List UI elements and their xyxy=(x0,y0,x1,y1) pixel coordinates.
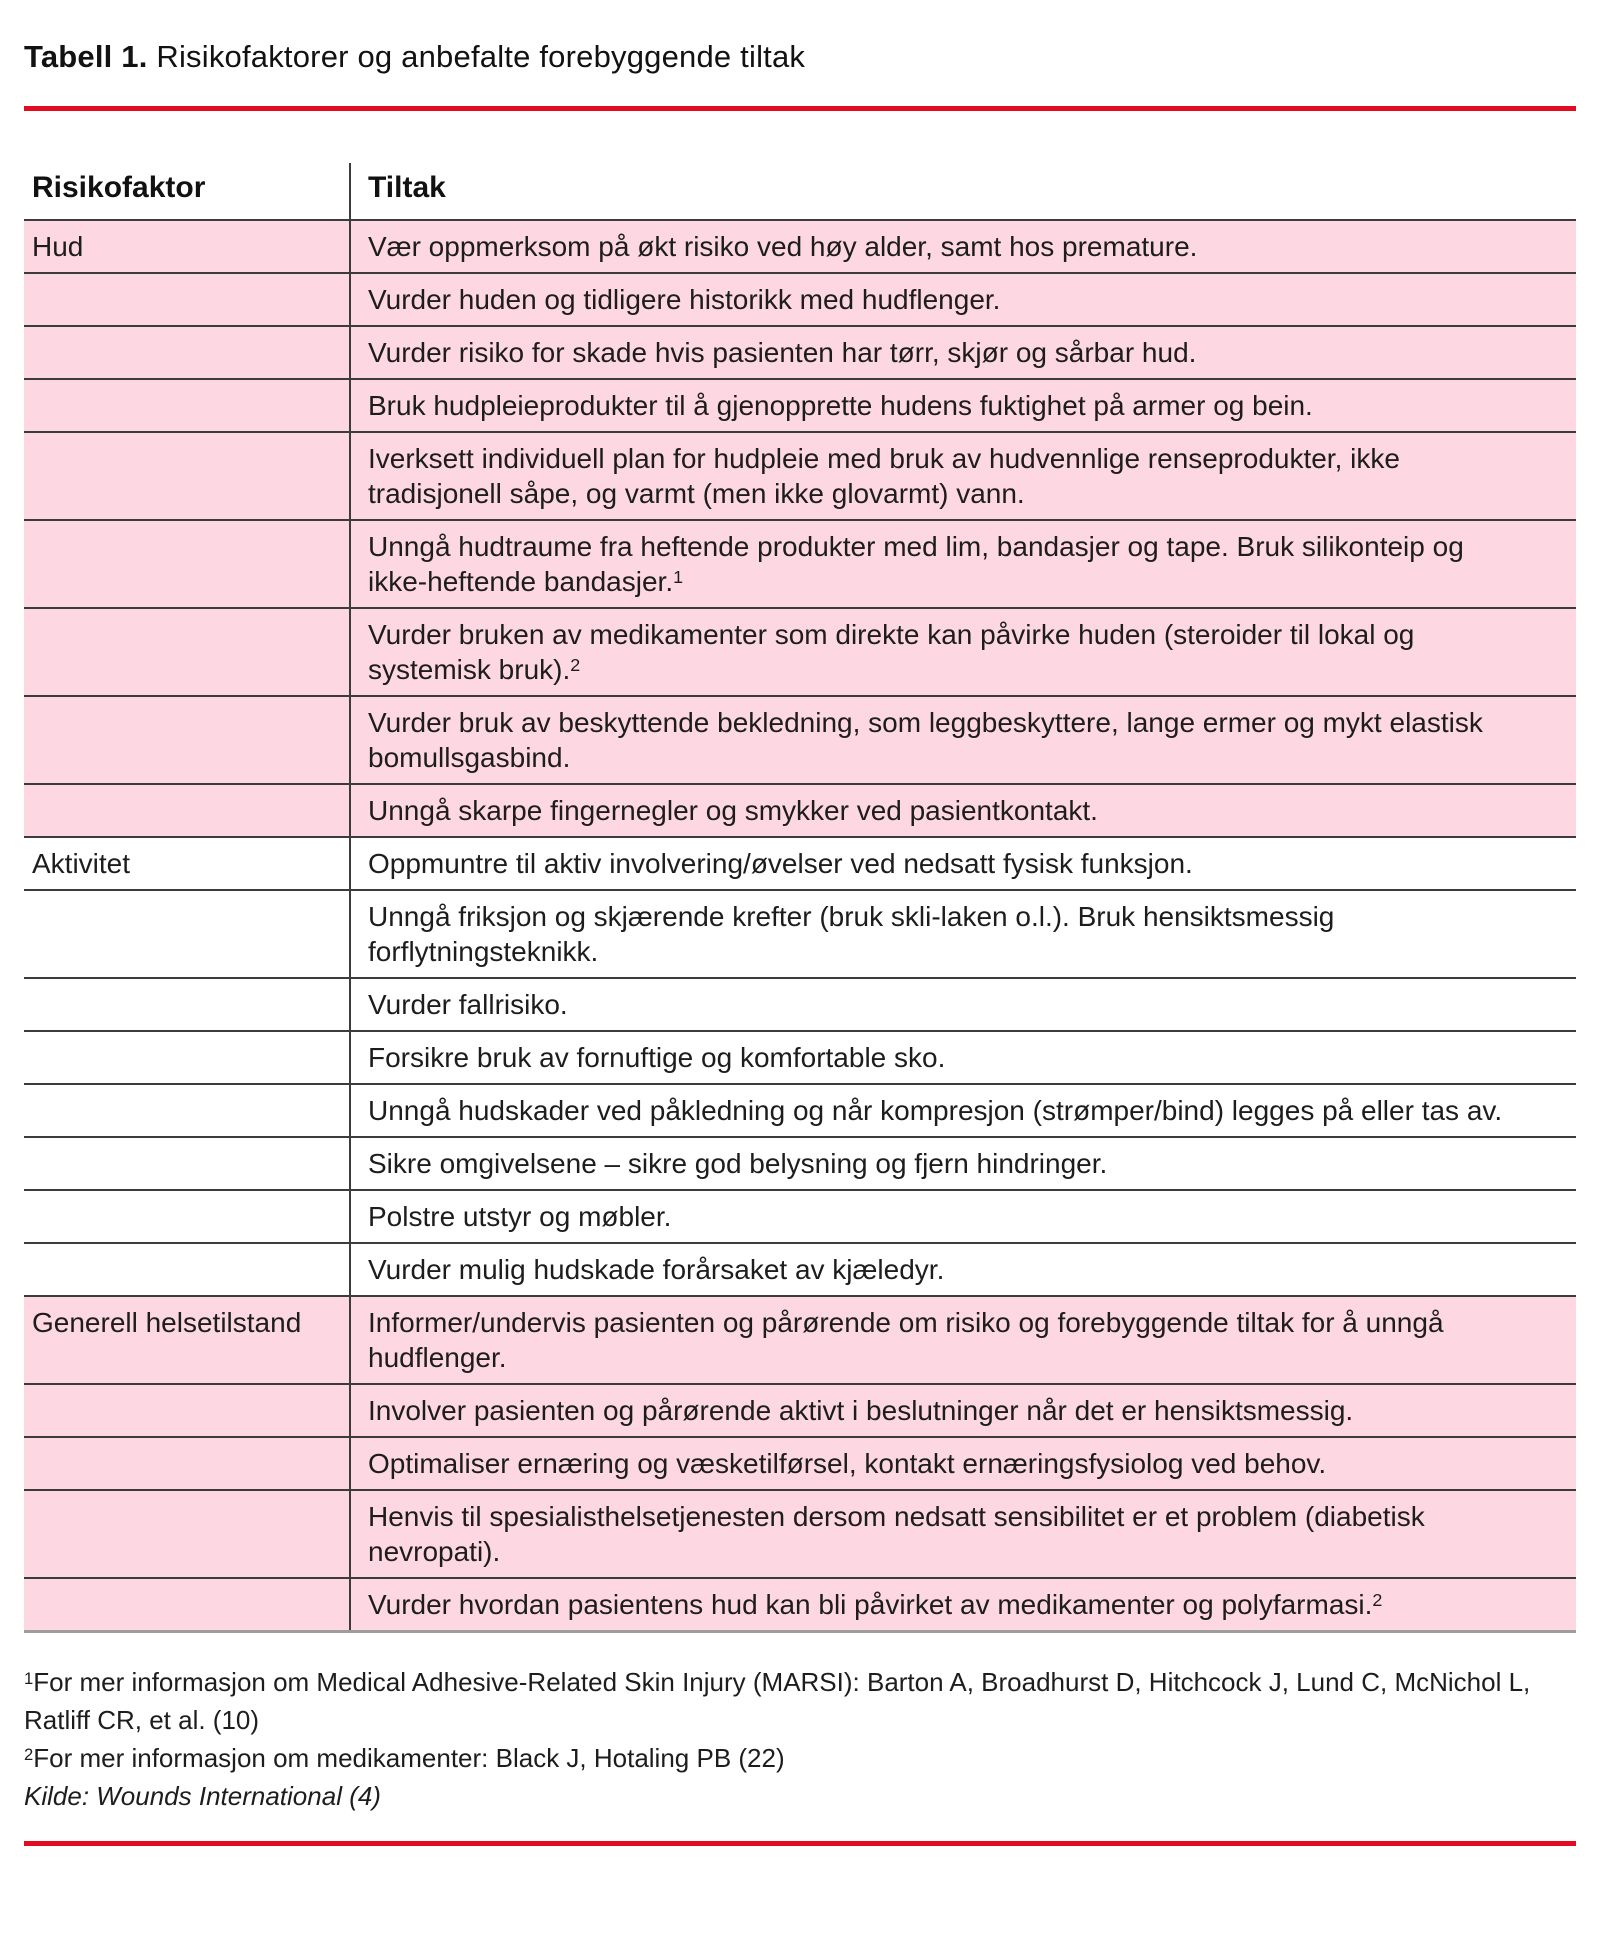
table-row xyxy=(24,379,1576,432)
measure-cell: Bruk hudpleieprodukter til å gjenopprette hudens fuktighet på armer og bein. xyxy=(350,379,1576,432)
risk-factor-cell xyxy=(24,1137,350,1190)
table-row xyxy=(24,608,1576,696)
footnotes xyxy=(24,1663,1576,1815)
table-row xyxy=(24,1578,1576,1632)
risk-factor-cell xyxy=(24,890,350,978)
table-row xyxy=(24,978,1576,1031)
table-title xyxy=(24,0,1576,76)
risk-factor-cell xyxy=(24,1084,350,1137)
risk-factor-cell xyxy=(24,1190,350,1243)
measure-cell: Unngå friksjon og skjærende krefter (bruk skli-laken o.l.). Bruk hensiktsmessig forflytningsteknikk. xyxy=(350,890,1576,978)
column-header-tiltak: Tiltak xyxy=(350,163,1576,220)
risk-factor-cell: Hud xyxy=(32,231,84,262)
table-row xyxy=(24,1084,1576,1137)
risk-factor-table xyxy=(24,163,1576,1633)
measure-cell: Vurder fallrisiko. xyxy=(350,978,1576,1031)
measure-cell: Iverksett individuell plan for hudpleie med bruk av hudvennlige renseprodukter, ikke tradisjonell såpe, og varmt (men ikke glovarmt) vann. xyxy=(350,432,1576,520)
table-row xyxy=(24,1490,1576,1578)
measure-cell: Vurder bruk av beskyttende bekledning, som leggbeskyttere, lange ermer og mykt elastisk bomullsgasbind. xyxy=(350,696,1576,784)
table-title-text: Risikofaktorer og anbefalte forebyggende tiltak xyxy=(156,39,806,74)
footnote-item: $^2$For mer informasjon om medikamenter: Black J, Hotaling PB (22) xyxy=(24,1743,785,1773)
measure-cell: Forsikre bruk av fornuftige og komfortable sko. xyxy=(350,1031,1576,1084)
table-row xyxy=(24,432,1576,520)
table-row xyxy=(24,784,1576,837)
risk-factor-cell xyxy=(24,784,350,837)
footnote-list xyxy=(24,1663,1576,1777)
footnote-ref: 1 xyxy=(673,566,684,587)
measure-cell: Polstre utstyr og møbler. xyxy=(350,1190,1576,1243)
measure-cell: Vurder huden og tidligere historikk med hudflenger. xyxy=(350,273,1576,326)
measure-cell: Vurder risiko for skade hvis pasienten har tørr, skjør og sårbar hud. xyxy=(350,326,1576,379)
bottom-red-rule xyxy=(24,1841,1576,1846)
top-red-rule xyxy=(24,106,1576,111)
risk-factor-cell xyxy=(24,1384,350,1437)
risk-factor-cell: Aktivitet xyxy=(32,848,131,879)
risk-factor-cell xyxy=(24,520,350,608)
measure-cell: Sikre omgivelsene – sikre god belysning og fjern hindringer. xyxy=(350,1137,1576,1190)
table-row xyxy=(24,520,1576,608)
table-row xyxy=(24,837,1576,890)
footnote-item: $^1$For mer informasjon om Medical Adhesive-Related Skin Injury (MARSI): Barton A, Broadhurst D, Hitchcock J, Lund C, McNichol L, Ratliff CR, et al. (10) xyxy=(24,1667,1531,1735)
table-row xyxy=(24,1190,1576,1243)
column-header-risikofaktor: Risikofaktor xyxy=(32,171,206,204)
measure-cell: Involver pasienten og pårørende aktivt i beslutninger når det er hensiktsmessig. xyxy=(350,1384,1576,1437)
table-row xyxy=(24,273,1576,326)
footnote-ref: 2 xyxy=(1372,1589,1383,1610)
source-line: Kilde: Wounds International (4) xyxy=(24,1781,381,1811)
footnote-ref: 1 xyxy=(24,1668,34,1688)
table-title-label: Tabell 1. xyxy=(24,39,148,74)
risk-factor-cell: Generell helsetilstand xyxy=(32,1307,302,1338)
measure-cell: Unngå skarpe fingernegler og smykker ved pasientkontakt. xyxy=(350,784,1576,837)
measure-cell: Vær oppmerksom på økt risiko ved høy alder, samt hos premature. xyxy=(350,220,1576,273)
table-row xyxy=(24,1296,1576,1384)
risk-factor-cell xyxy=(24,1578,350,1632)
table-row xyxy=(24,220,1576,273)
risk-factor-cell xyxy=(24,1490,350,1578)
risk-factor-cell xyxy=(24,432,350,520)
table-header xyxy=(24,163,1576,220)
risk-factor-cell xyxy=(24,608,350,696)
measure-cell: Optimaliser ernæring og væsketilførsel, kontakt ernæringsfysiolog ved behov. xyxy=(350,1437,1576,1490)
table-row xyxy=(24,326,1576,379)
risk-factor-cell xyxy=(24,1437,350,1490)
risk-factor-cell xyxy=(24,273,350,326)
table-row xyxy=(24,890,1576,978)
risk-factor-cell xyxy=(24,1243,350,1296)
table-row xyxy=(24,1031,1576,1084)
footnote-ref: 2 xyxy=(24,1744,34,1764)
risk-factor-cell xyxy=(24,379,350,432)
risk-factor-cell xyxy=(24,978,350,1031)
table-row xyxy=(24,1437,1576,1490)
table-body xyxy=(24,220,1576,1632)
table-row xyxy=(24,696,1576,784)
measure-cell: Vurder bruken av medikamenter som direkte kan påvirke huden (steroider til lokal og systemisk bruk).$^2$ xyxy=(350,608,1576,696)
measure-cell: Unngå hudskader ved påkledning og når kompresjon (strømper/bind) legges på eller tas av. xyxy=(350,1084,1576,1137)
risk-factor-cell xyxy=(24,696,350,784)
table-row xyxy=(24,1384,1576,1437)
header-row xyxy=(24,163,1576,220)
risk-factor-cell xyxy=(24,1031,350,1084)
measure-cell: Vurder mulig hudskade forårsaket av kjæledyr. xyxy=(350,1243,1576,1296)
measure-cell: Unngå hudtraume fra heftende produkter med lim, bandasjer og tape. Bruk silikonteip og ikke-heftende bandasjer.$^1$ xyxy=(350,520,1576,608)
measure-cell: Informer/undervis pasienten og pårørende om risiko og forebyggende tiltak for å unngå hudflenger. xyxy=(350,1296,1576,1384)
measure-cell: Oppmuntre til aktiv involvering/øvelser ved nedsatt fysisk funksjon. xyxy=(350,837,1576,890)
risk-factor-cell xyxy=(24,326,350,379)
table-row xyxy=(24,1243,1576,1296)
measure-cell: Henvis til spesialisthelsetjenesten dersom nedsatt sensibilitet er et problem (diabetisk nevropati). xyxy=(350,1490,1576,1578)
table-row xyxy=(24,1137,1576,1190)
measure-cell: Vurder hvordan pasientens hud kan bli påvirket av medikamenter og polyfarmasi.$^2$ xyxy=(350,1578,1576,1632)
footnote-ref: 2 xyxy=(570,654,581,675)
